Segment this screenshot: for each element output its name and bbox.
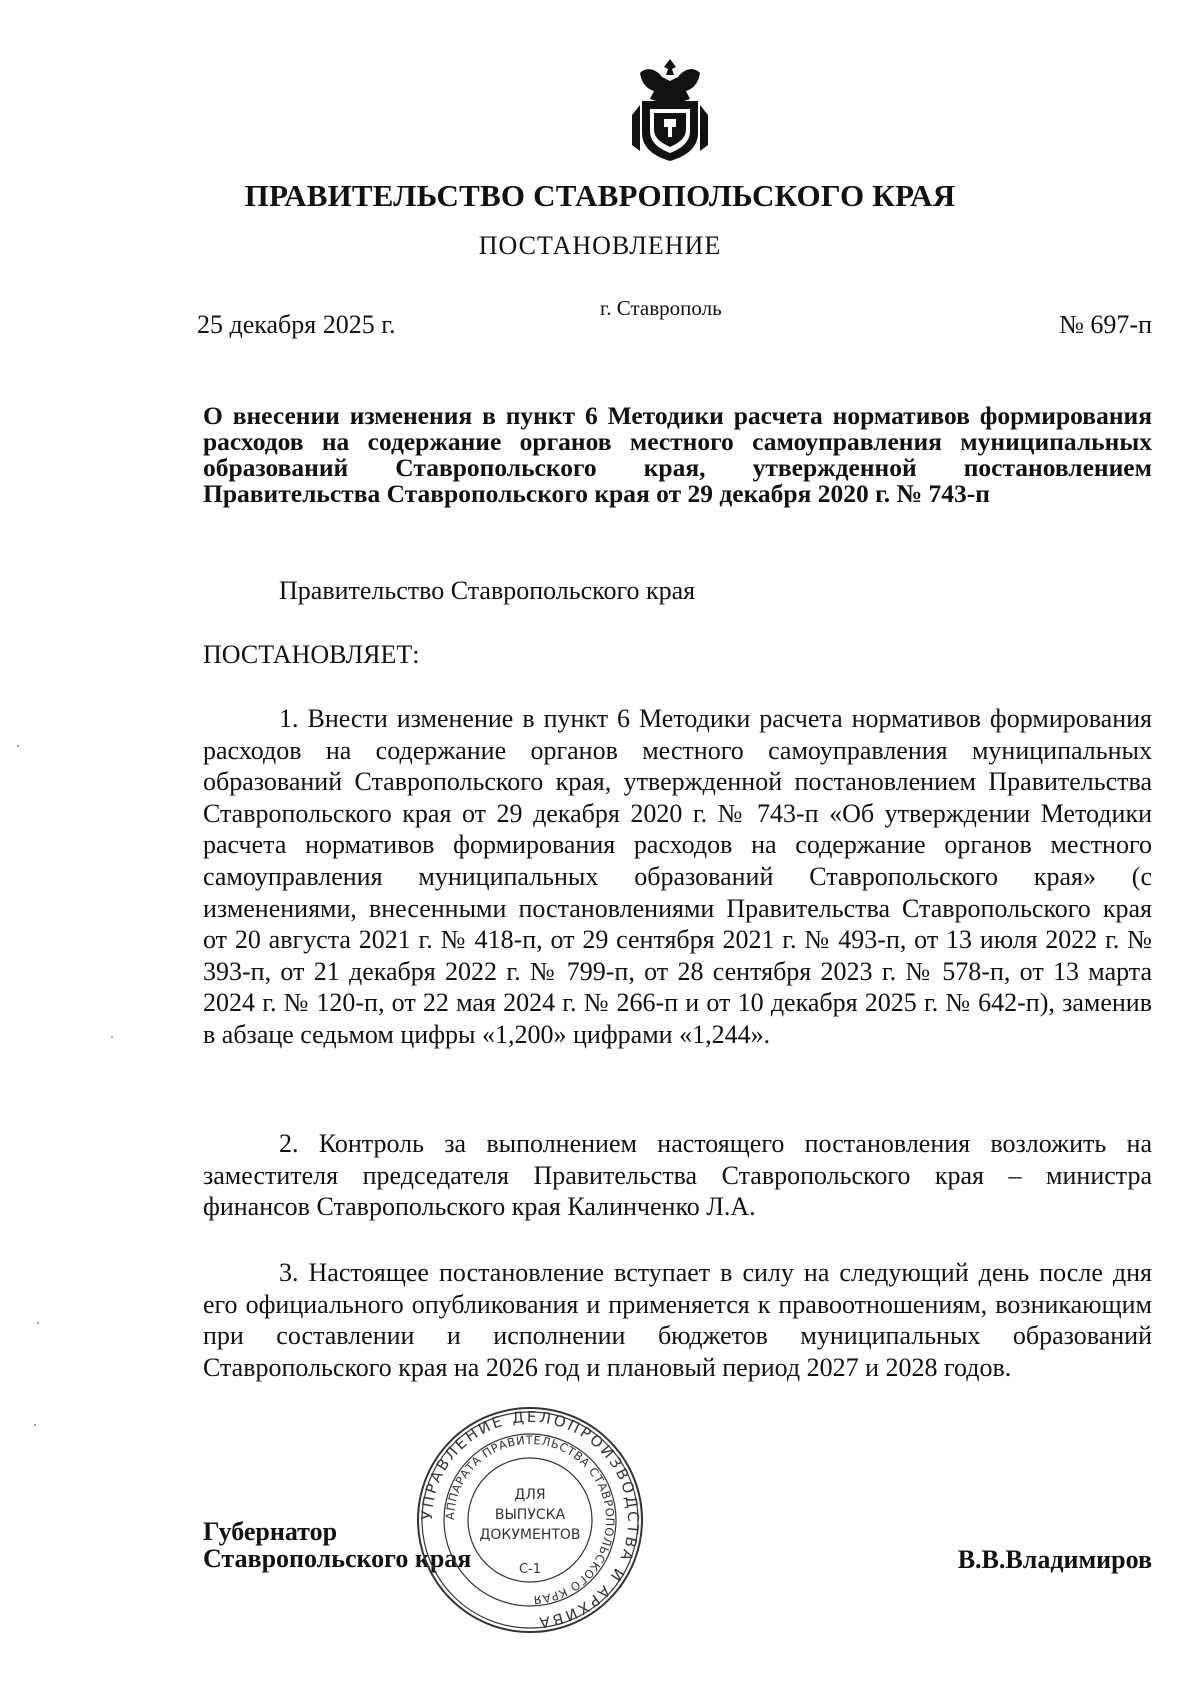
stamp-code: С-1 bbox=[518, 1562, 542, 1577]
preamble: Правительство Ставропольского края bbox=[279, 576, 696, 605]
city: г. Ставрополь bbox=[600, 296, 722, 320]
stamp-center-line-2: ВЫПУСКА bbox=[494, 1507, 566, 1523]
official-stamp bbox=[415, 1405, 645, 1635]
document-subject: О внесении изменения в пункт 6 Методики расчета нормативов формирования расходов на содержание органов местного самоуправления муниципальных образований Ставропольского края, утвержденной постановлением Правительства Ставропольского края от 29 декабря 2020 г. № 743-п bbox=[203, 401, 1152, 508]
document-type: ПОСТАНОВЛЕНИЕ bbox=[478, 231, 722, 260]
scan-speck bbox=[37, 1322, 39, 1324]
stamp-inner-text: АППАРАТА ПРАВИТЕЛЬСТВА СТАВРОПОЛЬСКОГО КРАЯ bbox=[442, 1432, 618, 1608]
document-number: № 697-п bbox=[1059, 310, 1152, 339]
scan-speck bbox=[34, 1424, 36, 1426]
decree-word: ПОСТАНОВЛЯЕТ: bbox=[203, 640, 420, 669]
paragraph-3: 3. Настоящее постановление вступает в силу на следующий день после дня его официального опубликования и применяется к правоотношениям, возникающим при составлении и исполнении бюджетов муниципальных образований Ставропольского края на 2026 год и плановый период 2027 и 2028 годов. bbox=[203, 1258, 1152, 1382]
paragraph-2: 2. Контроль за выполнением настоящего постановления возложить на заместителя председателя Правительства Ставропольского края – министра финансов Ставропольского края Калинченко Л.А. bbox=[203, 1129, 1152, 1222]
stamp-outer-text: УПРАВЛЕНИЕ ДЕЛОПРОИЗВОДСТВА И АРХИВА bbox=[417, 1407, 643, 1632]
signatory-position-line-2: Ставропольского края bbox=[203, 1544, 472, 1573]
signatory-position-line-1: Губернатор bbox=[203, 1517, 338, 1546]
signatory-name: В.В.Владимиров bbox=[957, 1545, 1152, 1574]
government-title: ПРАВИТЕЛЬСТВО СТАВРОПОЛЬСКОГО КРАЯ bbox=[244, 178, 956, 213]
document-date: 25 декабря 2025 г. bbox=[197, 310, 396, 339]
stamp-center-line-1: ДЛЯ bbox=[514, 1487, 546, 1503]
scan-speck bbox=[111, 1036, 113, 1038]
coat-of-arms-icon bbox=[628, 55, 712, 163]
paragraph-1: 1. Внести изменение в пункт 6 Методики расчета нормативов формирования расходов на содержание органов местного самоуправления муниципальных образований Ставропольского края, утвержденной постановлением Правительства Ставропольского края от 29 декабря 2020 г. № 743-п «Об утверждении Методики расчета нормативов формирования расходов на содержание органов местного самоуправления муниципальных образований Ставропольского края» (с изменениями, внесенными постановлениями Правительства Ставропольского края от 20 августа 2021 г. № 418-п, от 29 сентября 2021 г. № 493-п, от 13 июля 2022 г. № 393-п, от 21 декабря 2022 г. № 799-п, от 28 сентября 2023 г. № 578-п, от 13 марта 2024 г. № 120-п, от 22 мая 2024 г. № 266-п и от 10 декабря 2025 г. № 642-п), заменив в абзаце седьмом цифры «1,200» цифрами «1,244». bbox=[203, 704, 1152, 1049]
stamp-center-line-3: ДОКУМЕНТОВ bbox=[479, 1527, 581, 1543]
scan-speck bbox=[17, 745, 19, 747]
